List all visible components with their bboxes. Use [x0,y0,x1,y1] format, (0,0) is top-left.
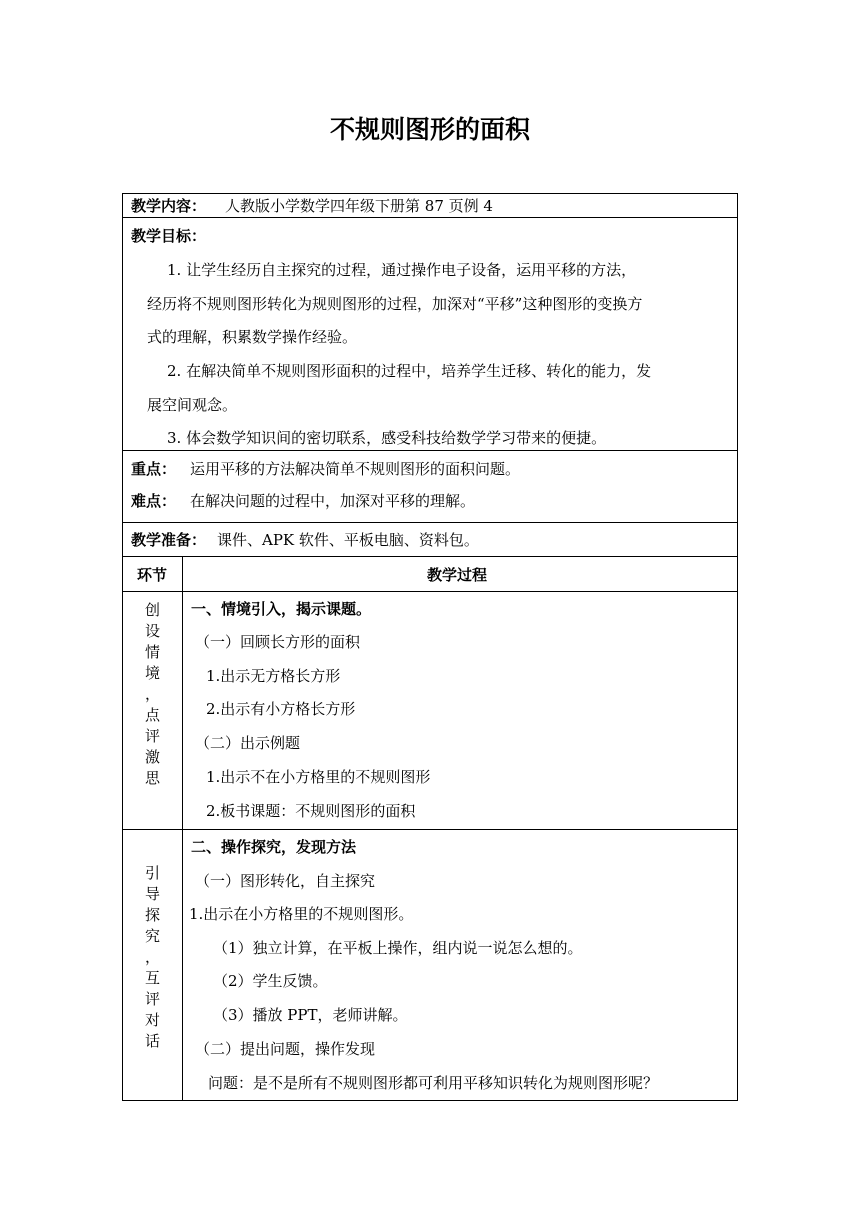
stage1-char: 设 [144,622,160,640]
stage2-heading: 二、操作探究，发现方法 [191,838,357,856]
prep-value: 课件、APK 软件、平板电脑、资料包。 [217,531,479,549]
difficulty-label: 难点： [131,492,177,510]
prep-label: 教学准备： [131,531,207,549]
stage1-char: 激 [144,748,160,766]
content-row [123,194,737,218]
document-title: 不规则图形的面积 [329,115,530,144]
stage1-char: 境 [144,664,160,682]
stage2-char: 对 [144,1011,160,1029]
goals-label: 教学目标： [131,227,207,245]
stage2-char: 探 [144,906,160,924]
content-label: 教学内容： [131,197,207,215]
stage2-char: 评 [144,990,160,1008]
process-header: 教学过程 [427,566,488,584]
goal-line: 展空间观念。 [147,396,238,414]
stage2-char: 引 [144,864,160,882]
stage1-char: ， [144,685,160,703]
stage2-char: 互 [144,969,160,987]
stage1-char: 评 [144,727,160,745]
goal-line: 1. 让学生经历自主探究的过程，通过操作电子设备，运用平移的方法， [167,261,637,279]
stage1-line: 2.出示有小方格长方形 [206,700,356,718]
stage1-line: 1.出示无方格长方形 [206,667,341,685]
stage1-label [123,600,182,789]
stage2-line: （1）独立计算，在平板上操作，组内说一说怎么想的。 [213,939,583,957]
stage1-heading: 一、情境引入，揭示课题。 [191,600,372,618]
stage2-line: （3）播放 PPT，老师讲解。 [213,1006,408,1024]
goal-line: 式的理解，积累数学操作经验。 [147,328,358,346]
stage1-line: （一）回顾长方形的面积 [195,633,361,651]
key-value: 运用平移的方法解决简单不规则图形的面积问题。 [190,460,521,478]
stage2-line: （2）学生反馈。 [213,972,328,990]
stage1-line: （二）出示例题 [195,734,301,752]
column-divider [182,557,183,592]
stage2-char: 话 [144,1032,160,1050]
stage2-char: 导 [144,885,160,903]
process-header-row [123,557,737,592]
goal-line: 3. 体会数学知识间的密切联系，感受科技给数学学习带来的便捷。 [167,429,607,447]
stage1-char: 创 [144,601,160,619]
stage1-char: 情 [144,643,160,661]
stage2-row [123,830,737,1100]
stage-header: 环节 [137,566,168,584]
stage2-char: 究 [144,927,160,945]
prep-row [123,523,737,557]
stage1-char: 点 [144,706,160,724]
lesson-plan-table [122,193,738,1101]
column-divider [182,830,183,1100]
stage2-label [123,863,182,1052]
difficulty-value: 在解决问题的过程中，加深对平移的理解。 [190,492,476,510]
stage2-char: ， [144,948,160,966]
stage1-row [123,592,737,830]
stage2-line: （一）图形转化，自主探究 [195,872,376,890]
stage2-line: 1.出示在小方格里的不规则图形。 [189,905,414,923]
goal-line: 经历将不规则图形转化为规则图形的过程，加深对“平移”这种图形的变换方 [147,295,643,313]
content-value: 人教版小学数学四年级下册第 87 页例 4 [225,197,493,215]
stage2-question: 问题：是不是所有不规则图形都可利用平移知识转化为规则图形呢？ [208,1074,659,1092]
stage1-line: 2.板书课题：不规则图形的面积 [206,802,416,820]
stage2-line: （二）提出问题，操作发现 [195,1040,376,1058]
goal-line: 2. 在解决简单不规则图形面积的过程中，培养学生迁移、转化的能力，发 [167,362,652,380]
key-difficulty-row [123,451,737,523]
column-divider [182,592,183,830]
goals-row [123,218,737,451]
stage1-char: 思 [144,769,160,787]
stage1-line: 1.出示不在小方格里的不规则图形 [206,768,431,786]
key-label: 重点： [131,460,177,478]
